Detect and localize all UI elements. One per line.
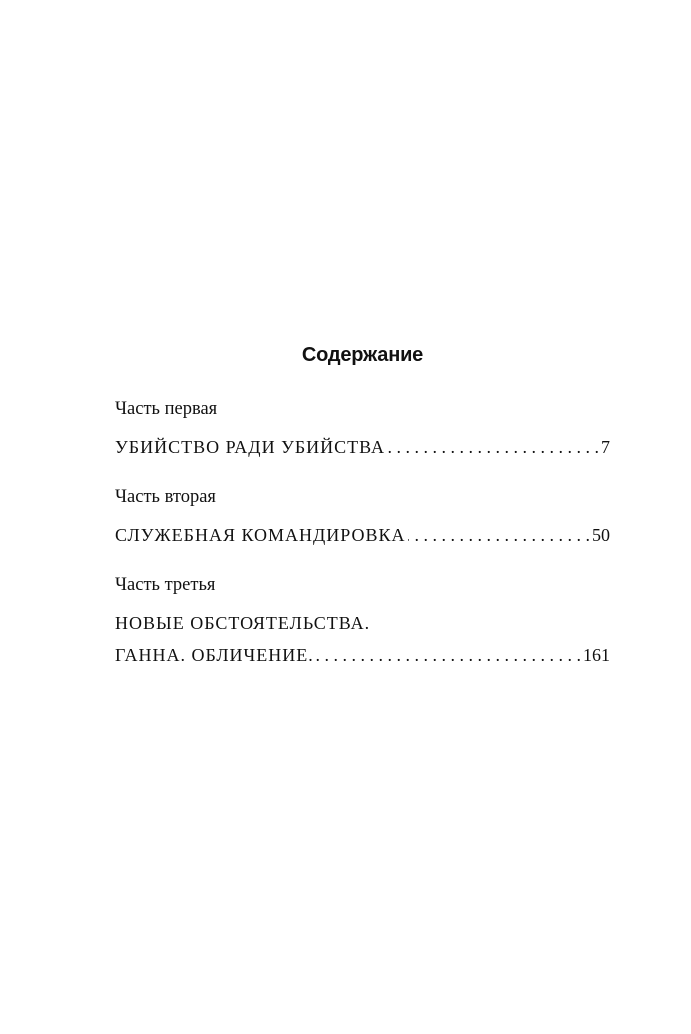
page-number: 50 — [592, 525, 610, 545]
page-number: 161 — [583, 645, 610, 665]
entry-title: ГАННА. ОБЛИЧЕНИЕ. — [115, 645, 314, 665]
toc-part-3 — [115, 574, 610, 666]
dot-leader — [408, 524, 590, 546]
entry-title: СЛУЖЕБНАЯ КОМАНДИРОВКА — [115, 525, 406, 545]
toc-part-2 — [115, 486, 610, 546]
part-label: Часть вторая — [115, 487, 216, 507]
toc-entry[interactable] — [115, 436, 610, 458]
entry-title: УБИЙСТВО РАДИ УБИЙСТВА — [115, 437, 386, 457]
toc-entry-first-line[interactable] — [115, 612, 610, 634]
table-of-contents — [115, 398, 610, 694]
part-label: Часть первая — [115, 399, 218, 419]
dot-leader — [316, 644, 581, 666]
toc-part-1 — [115, 398, 610, 458]
part-label: Часть третья — [115, 575, 216, 595]
toc-title: Содержание — [301, 344, 424, 366]
entry-title: НОВЫЕ ОБСТОЯТЕЛЬСТВА. — [115, 613, 371, 633]
dot-leader — [387, 436, 599, 458]
page-number: 7 — [601, 437, 610, 457]
toc-entry[interactable] — [115, 644, 610, 666]
toc-entry[interactable] — [115, 524, 610, 546]
